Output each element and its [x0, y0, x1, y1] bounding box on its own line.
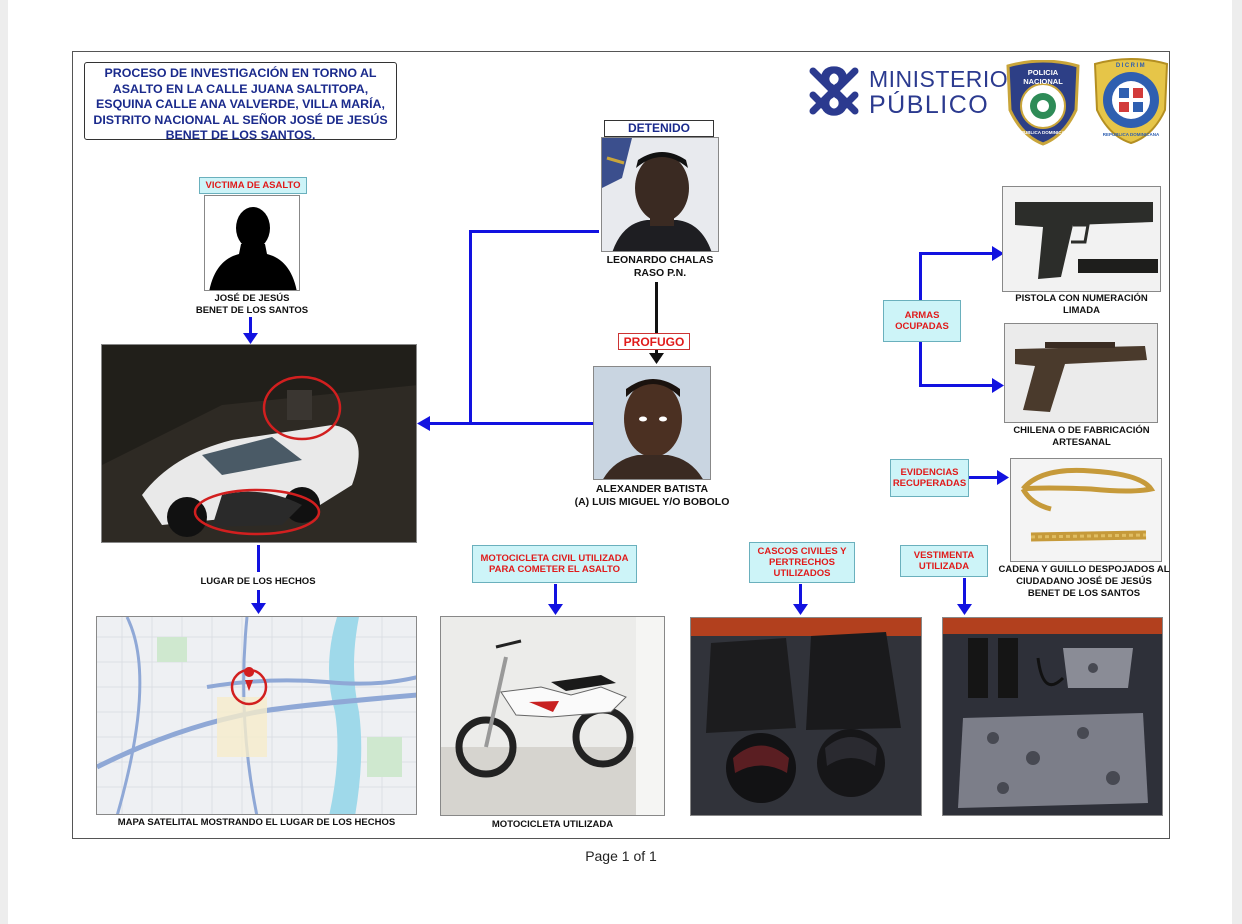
weapons-label: ARMAS OCUPADAS: [883, 300, 961, 342]
arrow-down-icon: [957, 604, 972, 615]
chilena-caption-2: ARTESANAL: [1052, 437, 1111, 448]
arrow-right-icon: [997, 470, 1009, 485]
fugitive-name-1: ALEXANDER BATISTA: [595, 483, 709, 495]
victim-name-1: JOSÉ DE JESÚS: [214, 293, 290, 304]
document-page: [8, 0, 1232, 924]
helmets-label: CASCOS CIVILES Y PERTRECHOS UTILIZADOS: [749, 542, 855, 583]
investigation-sheet: [72, 51, 1170, 839]
detained-name-2: RASO P.N.: [633, 267, 687, 279]
motorcycle-caption: MOTOCICLETA UTILIZADA: [491, 819, 614, 830]
pistol-caption-1: PISTOLA CON NUMERACIÓN: [1015, 293, 1148, 304]
pistol-caption-2: LIMADA: [1063, 305, 1100, 316]
arrow-down-icon: [243, 333, 258, 344]
dicrim-top-text: DICRIM: [1115, 63, 1147, 69]
helmets-photo: [690, 617, 922, 816]
jewelry-photo: [1010, 458, 1162, 562]
arrow-down-icon: [548, 604, 563, 615]
publico-text: PÚBLICO: [869, 91, 990, 119]
policia-ring-text: REPUBLICA DOMINICANA: [1014, 130, 1072, 135]
homemade-gun-photo: [1004, 323, 1158, 423]
motorcycle-label: MOTOCICLETA CIVIL UTILIZADA PARA COMETER EL ASALTO: [472, 545, 637, 583]
victim-name-2: BENET DE LOS SANTOS: [195, 305, 309, 316]
victim-label: VICTIMA DE ASALTO: [199, 177, 307, 194]
detained-label: DETENIDO: [604, 120, 714, 137]
arrow-down-icon: [251, 603, 266, 614]
dicrim-badge: [1089, 58, 1173, 144]
fugitive-name-2: (A) LUIS MIGUEL Y/O BOBOLO: [574, 496, 730, 508]
map-caption: MAPA SATELITAL MOSTRANDO EL LUGAR DE LOS HECHOS: [117, 817, 396, 828]
detained-mugshot: [601, 137, 719, 252]
arrow-down-icon: [793, 604, 808, 615]
chilena-caption-1: CHILENA O DE FABRICACIÓN: [1013, 425, 1150, 436]
pistol-photo: [1002, 186, 1161, 292]
ministerio-knot-icon: [803, 61, 865, 121]
document-title: PROCESO DE INVESTIGACIÓN EN TORNO AL ASALTO EN LA CALLE JUANA SALTITOPA, ESQUINA CALLE ANA VALVERDE, VILLA MARÍA, DISTRITO NACIONAL AL SEÑOR JOSÉ DE JESÚS BENET DE LOS SANTOS.: [84, 62, 397, 140]
detained-name-1: LEONARDO CHALAS: [606, 254, 714, 266]
fugitive-photo: [593, 366, 711, 480]
page-number: Page 1 of 1: [585, 848, 657, 864]
evidence-caption-2: CIUDADANO JOSÉ DE JESÚS: [1016, 576, 1152, 587]
evidence-caption-3: BENET DE LOS SANTOS: [1027, 588, 1141, 599]
ministerio-text: MINISTERIO: [869, 66, 1009, 92]
policia-nacional-badge: [1004, 60, 1082, 146]
crime-scene-photo: [101, 344, 417, 543]
arrow-down-icon: [649, 353, 664, 364]
evidence-caption-1: CADENA Y GUILLO DESPOJADOS AL: [998, 564, 1170, 575]
victim-silhouette-photo: [204, 195, 300, 291]
dicrim-ring-text: REPUBLICA DOMINICANA: [1102, 132, 1160, 137]
arrow-left-icon: [417, 416, 430, 431]
motorcycle-photo: [440, 616, 665, 816]
arrow-right-icon: [992, 378, 1004, 393]
policia-top-text: POLICIA: [1027, 68, 1059, 77]
policia-mid-text: NACIONAL: [1023, 77, 1063, 86]
evidence-label: EVIDENCIAS RECUPERADAS: [890, 459, 969, 497]
clothing-label: VESTIMENTA UTILIZADA: [900, 545, 988, 577]
clothing-photo: [942, 617, 1163, 816]
ministerio-publico-logo: [803, 61, 1009, 123]
person-silhouette-icon: [205, 196, 300, 291]
fugitive-label: PROFUGO: [618, 333, 690, 350]
satellite-map: [96, 616, 417, 815]
scene-caption: LUGAR DE LOS HECHOS: [200, 576, 316, 587]
